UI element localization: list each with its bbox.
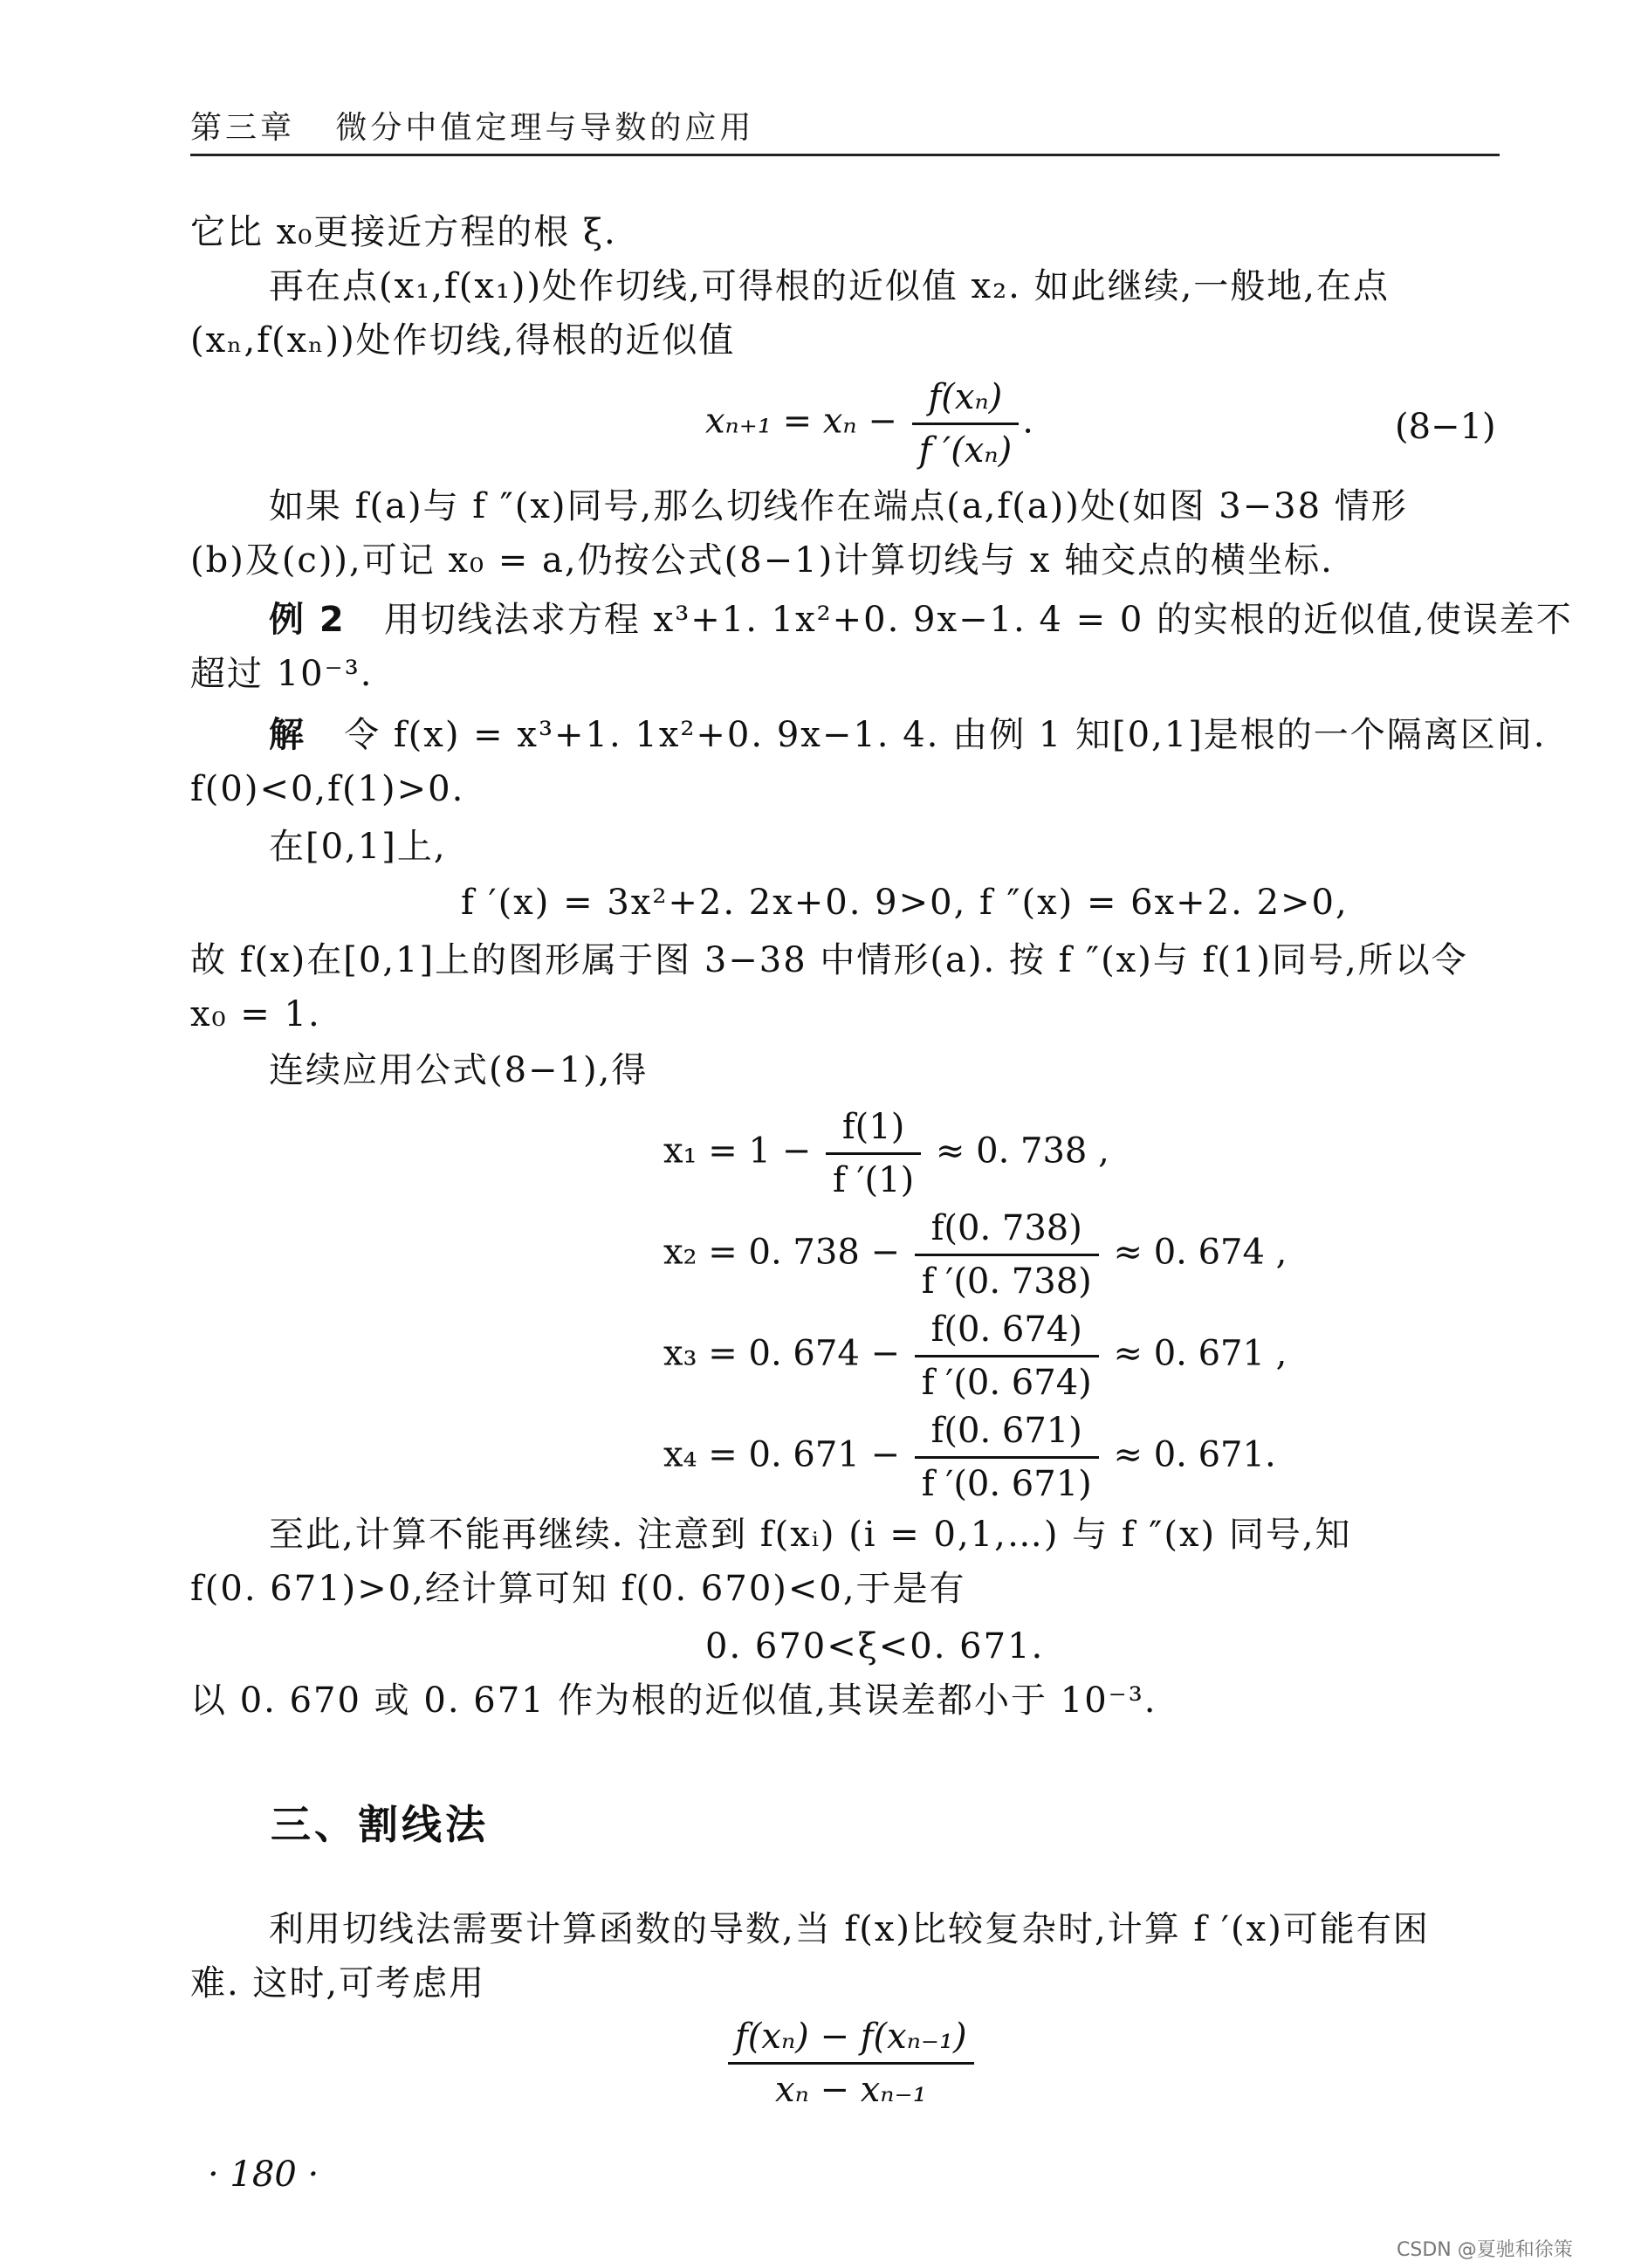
solution-line-2: f(0)<0,f(1)>0. [190,769,465,809]
formula-numerator: f(xₙ) [912,377,1020,425]
iteration-rhs: ≈ 0. 674 , [1113,1232,1288,1273]
iteration-numerator: f(1) [826,1107,921,1155]
watermark: CSDN @夏驰和徐策 [1397,2239,1573,2261]
section-title: 三、割线法 [271,1801,489,1848]
formula-fraction [912,377,1020,471]
example-label: 例 2 [269,600,346,640]
iteration-rhs: ≈ 0. 738 , [935,1131,1109,1172]
on-interval: 在[0,1]上, [269,827,447,867]
paragraph-5-line-1: 至此,计算不能再继续. 注意到 f(xᵢ) (i = 0,1,…) 与 f ″(x) 同号,知 [269,1515,1352,1555]
example-2-line-1 [269,595,1573,644]
iteration-1 [663,1107,1109,1200]
secant-numerator: f(xₙ) − f(xₙ₋₁) [728,2017,974,2065]
iteration-fraction [915,1309,1099,1403]
iteration-denominator: f ′(0. 671) [921,1464,1092,1504]
paragraph-2-line-2: (xₙ,f(xₙ))处作切线,得根的近似值 [190,320,736,361]
iteration-fraction [915,1208,1099,1302]
paragraph-2-line-1: 再在点(x₁,f(x₁))处作切线,可得根的近似值 x₂. 如此继续,一般地,在点 [269,266,1390,306]
iteration-4 [663,1411,1276,1504]
paragraph-4-line-1: 故 f(x)在[0,1]上的图形属于图 3−38 中情形(a). 按 f ″(x)与 f(1)同号,所以令 [190,940,1468,980]
formula-end: . [1022,401,1033,442]
secant-denominator: xₙ − xₙ₋₁ [775,2070,927,2110]
paragraph-3-line-1: 如果 f(a)与 f ″(x)同号,那么切线作在端点(a,f(a))处(如图 3−38 情形 [269,486,1408,526]
paragraph-7-line-2: 难. 这时,可考虑用 [190,1963,486,2003]
paragraph-5-line-2: f(0. 671)>0,经计算可知 f(0. 670)<0,于是有 [190,1569,966,1609]
example-text: 用切线法求方程 x³+1. 1x²+0. 9x−1. 4 = 0 的实根的近似值,使误差不 [383,600,1573,640]
secant-frac [728,2017,974,2110]
iteration-lhs: x₂ = 0. 738 − [663,1232,900,1273]
paragraph-6: 以 0. 670 或 0. 671 作为根的近似值,其误差都小于 10⁻³. [190,1680,1157,1721]
iteration-rhs: ≈ 0. 671 , [1113,1333,1288,1374]
iteration-lhs: x₁ = 1 − [663,1131,812,1172]
iteration-denominator: f ′(0. 674) [921,1363,1092,1403]
iteration-rhs: ≈ 0. 671. [1113,1434,1276,1475]
iteration-numerator: f(0. 674) [915,1309,1099,1357]
paragraph-7-line-1: 利用切线法需要计算函数的导数,当 f(x)比较复杂时,计算 f ′(x)可能有困 [269,1909,1430,1949]
iteration-lhs: x₃ = 0. 674 − [663,1333,900,1374]
iteration-fraction [826,1107,921,1200]
secant-fraction [724,2017,978,2110]
iteration-3 [663,1309,1287,1403]
iteration-numerator: f(0. 738) [915,1208,1099,1256]
iteration-denominator: f ′(0. 738) [921,1261,1092,1302]
paragraph-4-line-2: x₀ = 1. [190,994,321,1034]
formula-lhs: xₙ₊₁ = xₙ − [705,401,897,442]
page-number: · 180 · [208,2155,319,2195]
derivative-signs: f ′(x) = 3x²+2. 2x+0. 9>0, f ″(x) = 6x+2. 2>0, [461,883,1349,923]
iteration-fraction [915,1411,1099,1504]
iteration-lhs: x₄ = 0. 671 − [663,1434,900,1475]
paragraph-1: 它比 x₀更接近方程的根 ξ. [190,212,617,252]
apply-formula: 连续应用公式(8−1),得 [269,1050,649,1090]
formula-denominator: f ′(xₙ) [918,430,1013,471]
running-header [190,103,754,148]
header-rule [190,154,1500,156]
chapter-label: 第三章 [190,110,296,146]
example-2-line-2: 超过 10⁻³. [190,654,374,694]
iteration-2 [663,1208,1287,1302]
paragraph-3-line-2: (b)及(c)),可记 x₀ = a,仍按公式(8−1)计算切线与 x 轴交点的横坐标. [190,540,1334,581]
solution-text: 令 f(x) = x³+1. 1x²+0. 9x−1. 4. 由例 1 知[0,1]是根的一个隔离区间. [344,715,1547,755]
root-bounds: 0. 670<ξ<0. 671. [705,1626,1045,1667]
formula-8-1 [705,377,1033,471]
solution-label: 解 [269,715,306,755]
solution-line-1 [269,711,1547,759]
formula-tag: (8−1) [1395,407,1496,447]
iteration-numerator: f(0. 671) [915,1411,1099,1459]
chapter-title: 微分中值定理与导数的应用 [335,110,755,146]
iteration-denominator: f ′(1) [832,1160,915,1200]
